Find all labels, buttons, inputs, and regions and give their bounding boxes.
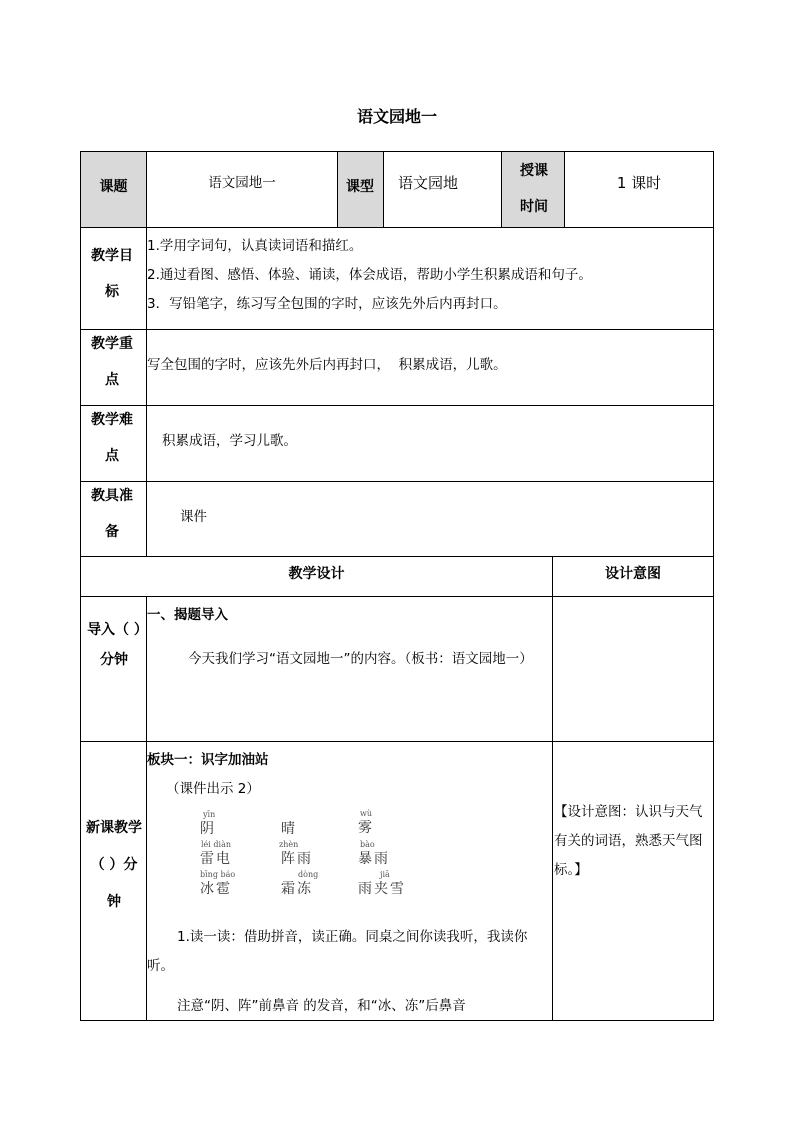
objective-item: 2.通过看图、感悟、体验、诵读，体会成语，帮助小学生积累成语和句子。: [147, 267, 592, 283]
vocab-pinyin: zhèn: [279, 840, 299, 849]
objectives-label: 教学目标: [91, 248, 133, 300]
objective-item: 3．写铅笔字，练习写全包围的字时，应该先外后内再封口。: [147, 296, 507, 312]
vocab-pinyin: wù: [360, 809, 372, 818]
vocab-pinyin: jiā: [380, 870, 390, 879]
vocab-word: 晴: [281, 821, 297, 837]
vocab-pinyin: yīn: [203, 810, 216, 819]
slide-reference: （课件出示 2）: [166, 781, 260, 797]
rule: [501, 151, 502, 227]
rule: [80, 405, 714, 406]
vocab-word: 暴雨: [358, 851, 390, 867]
topic-value: 语文园地一: [208, 175, 276, 191]
step-1-text: 1.读一读：借助拼音，读正确。同桌之间你读我听，我读你听。: [147, 929, 528, 974]
design-header: 教学设计: [288, 566, 345, 582]
rule: [80, 596, 714, 597]
rule: [80, 329, 714, 330]
vocab-pinyin: bào: [360, 840, 375, 849]
intro-label: 导入（ ）分钟: [87, 622, 141, 668]
type-label: 课型: [346, 179, 374, 195]
time-value: 1 课时: [616, 174, 662, 192]
intro-text: 今天我们学习“语文园地一”的内容。（板书：语文园地一）: [188, 651, 533, 667]
intro-heading: 一、揭题导入: [147, 607, 228, 623]
key-points-text: 写全包围的字时，应该先外后内再封口， 积累成语，儿歌。: [147, 357, 507, 373]
rule: [80, 227, 714, 228]
vocab-pinyin: bīng báo: [200, 870, 236, 879]
vocab-word: 雷电: [200, 851, 232, 867]
intent-header: 设计意图: [605, 566, 661, 582]
rule: [80, 741, 714, 742]
vocab-word: 雨夹雪: [358, 881, 406, 897]
time-label: 授课时间: [520, 163, 548, 215]
vocab-word: 冰雹: [200, 881, 232, 897]
materials-label: 教具准备: [91, 488, 133, 540]
rule: [80, 556, 714, 557]
topic-label: 课题: [99, 179, 128, 195]
rule: [383, 151, 384, 227]
difficulties-label: 教学难点: [91, 412, 133, 464]
vocab-word: 阵雨: [281, 851, 313, 867]
vocab-word: 雾: [358, 820, 374, 836]
difficulties-text: 积累成语，学习儿歌。: [162, 433, 297, 449]
objective-item: 1.学用字词句，认真读词语和描红。: [147, 238, 363, 254]
vocab-pinyin: léi diàn: [201, 840, 231, 849]
materials-text: 课件: [180, 509, 207, 525]
rule: [80, 481, 714, 482]
pronunciation-note: 注意“阴、阵”前鼻音 的发音，和“冰、冻”后鼻音: [177, 998, 466, 1014]
new-lesson-label: 新课教学（ ）分钟: [86, 820, 142, 910]
rule: [552, 556, 553, 1021]
rule: [80, 151, 81, 1021]
rule: [713, 151, 714, 1021]
type-value: 语文园地: [398, 174, 459, 192]
vocab-pinyin: dòng: [298, 870, 319, 879]
document-title: 语文园地一: [356, 107, 437, 126]
rule: [80, 151, 714, 152]
vocab-word: 阴: [200, 821, 216, 837]
vocab-word: 霜冻: [281, 881, 313, 897]
new-lesson-heading: 板块一：识字加油站: [147, 752, 269, 768]
key-points-label: 教学重点: [91, 336, 133, 388]
new-lesson-intent: 【设计意图：认识与天气有关的词语，熟悉天气图标。】: [554, 804, 703, 878]
